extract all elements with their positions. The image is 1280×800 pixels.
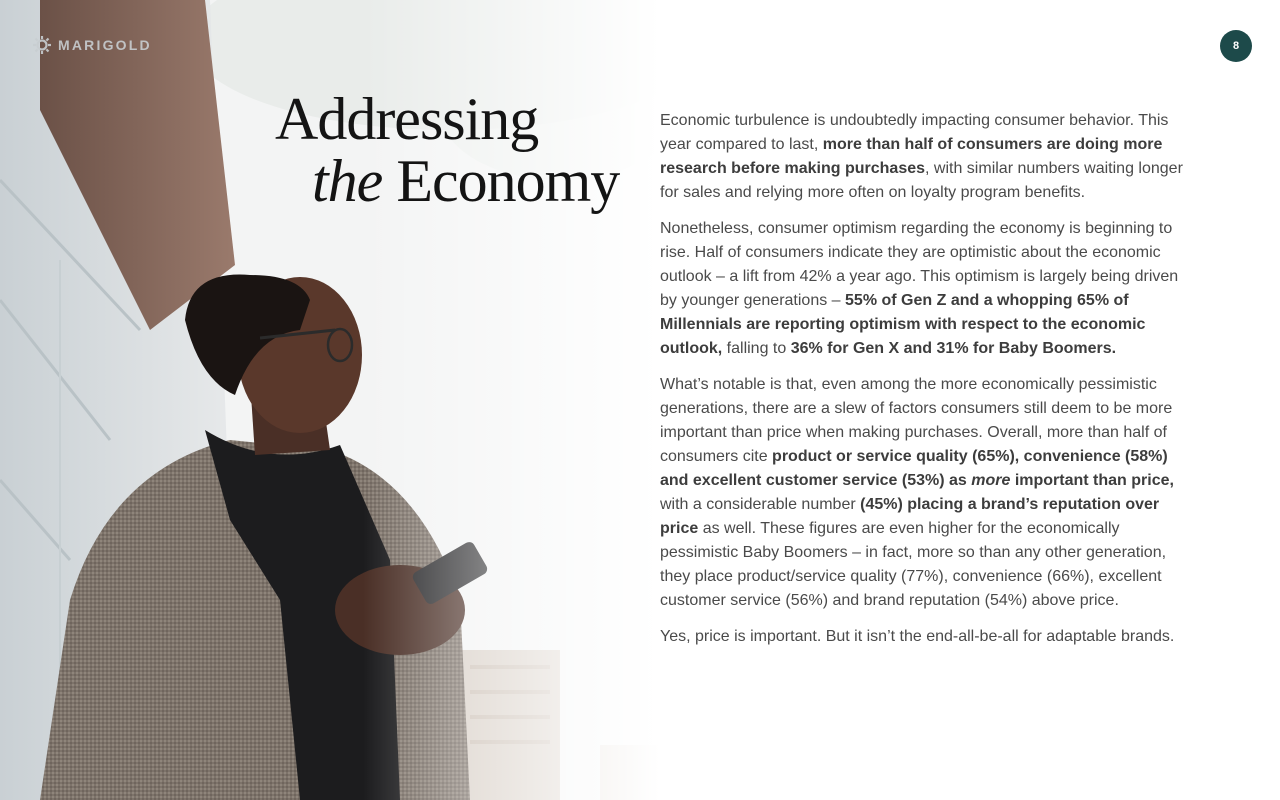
page-number-badge: 8 [1220, 30, 1252, 62]
text-run: as well. These figures are even higher for the economically pessimistic Baby Boomers – in fact, more so than any other generation, they place product/service quality (77%), convenience (66%), excellent customer service (56%) and brand reputation (54%) above price. [660, 520, 1167, 609]
brand-logo [32, 34, 152, 56]
logo-text: MARIGOLD [58, 37, 152, 53]
page-title [275, 88, 619, 212]
bold-text-run: product or service quality (65%), convenience (58%) and excellent customer service (53%) as [660, 448, 1168, 489]
text-run: falling to [722, 340, 791, 357]
bold-text-run: (45%) placing a brand’s reputation over price [660, 496, 1160, 537]
text-run: , with similar numbers waiting longer for sales and relying more often on loyalty program benefits. [660, 160, 1183, 201]
title-line-2 [275, 150, 619, 212]
title-line-2-rest: Economy [382, 148, 620, 214]
body-copy [660, 109, 1190, 661]
text-run: Nonetheless, consumer optimism regarding the economy is beginning to rise. Half of consumers indicate they are optimistic about the economic outlook – a lift from 42% a year ago. This optimism is largely being driven by younger generations – [660, 220, 1179, 309]
bold-text-run: 55% of Gen Z and a whopping 65% of Millennials are reporting optimism with respect to the economic outlook, [660, 292, 1146, 357]
title-italic-word: the [312, 148, 383, 214]
text-run: with a considerable number [660, 496, 861, 513]
text-run: What’s notable is that, even among the more economically pessimistic generations, there are a slew of factors consumers still deem to be more important than price when making purchases. Overall, more than half of consumers cite [660, 376, 1173, 465]
title-line-1: Addressing [275, 86, 539, 152]
paragraph [660, 373, 1190, 613]
bold-text-run: more than half of consumers are doing more research before making purchases [660, 136, 1163, 177]
paragraph [660, 217, 1190, 361]
paragraph [660, 625, 1190, 649]
paragraph [660, 109, 1190, 205]
bold-text-run: important than price, [1010, 472, 1174, 489]
gear-icon [32, 35, 52, 55]
text-run: Yes, price is important. But it isn’t the end-all-be-all for adaptable brands. [660, 628, 1175, 645]
text-run: Economic turbulence is undoubtedly impacting consumer behavior. This year compared to last, [660, 112, 1169, 153]
bold-text-run: 36% for Gen X and 31% for Baby Boomers. [790, 340, 1117, 357]
bold-italic-text-run: more [971, 472, 1011, 489]
